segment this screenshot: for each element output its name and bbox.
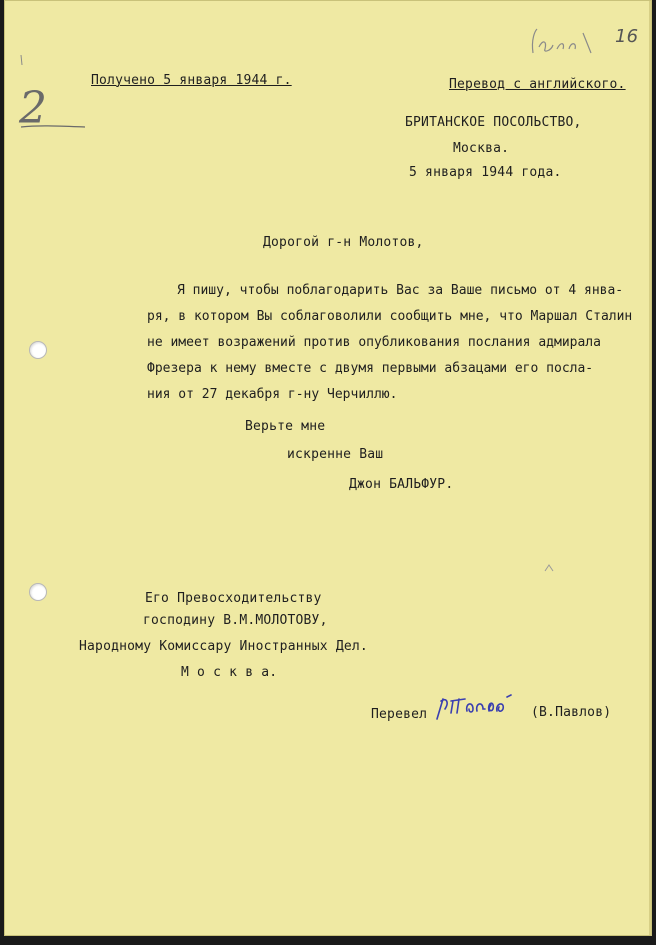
document-page (4, 0, 652, 936)
body-line: Фрезера к нему вместе с двумя первыми абзацами его посла- (147, 361, 594, 376)
margin-small-mark (543, 561, 555, 575)
body-line: ря, в котором Вы соблаговолили сообщить мне, что Маршал Сталин (147, 309, 633, 324)
punch-hole-upper (29, 341, 47, 359)
sender-embassy: БРИТАНСКОЕ ПОСОЛЬСТВО, (405, 115, 582, 130)
closing-line-2: искренне Ваш (287, 447, 384, 462)
received-date: Получено 5 января 1944 г. (91, 73, 292, 88)
margin-tick-mark (17, 53, 27, 67)
margin-underline-stroke (19, 119, 89, 133)
margin-handwritten-number: 2 (19, 83, 48, 134)
punch-hole-lower (29, 583, 47, 601)
translation-note: Перевод с английского. (449, 77, 626, 92)
translator-label: Перевел (371, 707, 428, 722)
body-line: Я пишу, чтобы поблагодарить Вас за Ваше письмо от 4 янва- (177, 283, 624, 298)
body-line: не имеет возражений против опубликования послания адмирала (147, 335, 601, 350)
salutation: Дорогой г-н Молотов, (263, 235, 424, 250)
archive-stamp-scribble (525, 19, 605, 59)
sender-date: 5 января 1944 года. (409, 165, 562, 180)
archive-page-number: 16 (615, 26, 639, 47)
addressee-line-3: Народному Комиссару Иностранных Дел. (79, 639, 368, 654)
addressee-line-4: М о с к в а. (181, 665, 278, 680)
closing-signature-name: Джон БАЛЬФУР. (349, 477, 454, 492)
body-line: ния от 27 декабря г-ну Черчиллю. (147, 387, 398, 402)
translator-name: (В.Павлов) (531, 705, 612, 720)
translator-handwritten-signature (431, 687, 521, 727)
closing-line-1: Верьте мне (245, 419, 326, 434)
addressee-line-2: господину В.М.МОЛОТОВУ, (143, 613, 328, 628)
addressee-line-1: Его Превосходительству (145, 591, 322, 606)
sender-city: Москва. (453, 141, 510, 156)
